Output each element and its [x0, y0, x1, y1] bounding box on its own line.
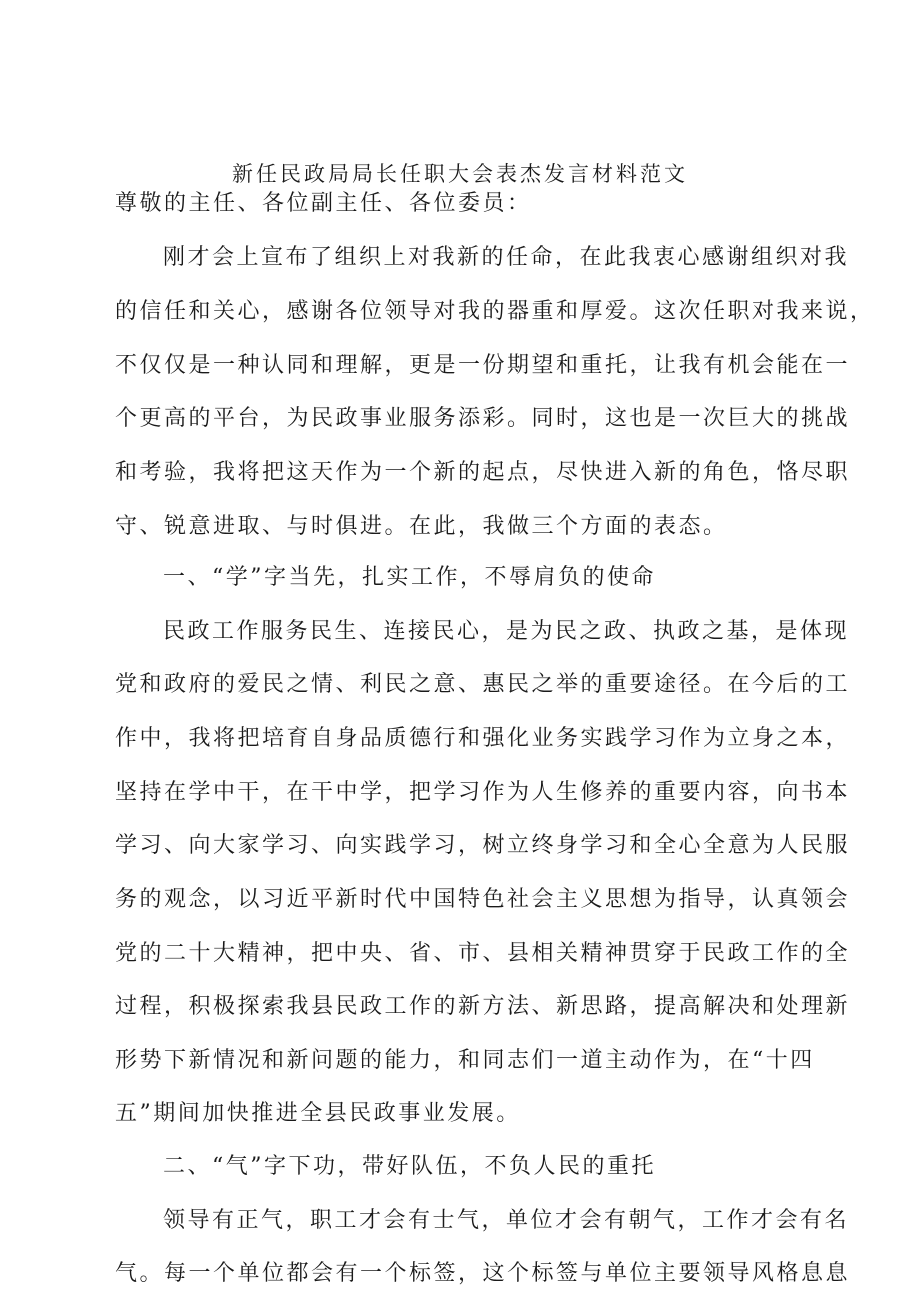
document-title: 新任民政局局长任职大会表杰发言材料范文 [232, 162, 688, 186]
paragraph-line: 气。每一个单位都会有一个标签，这个标签与单位主要领导风格息息 [115, 1261, 851, 1286]
paragraph-line: 的信任和关心，感谢各位领导对我的器重和厚爱。这次任职对我来说， [115, 299, 875, 324]
paragraph-line: 民政工作服务民生、连接民心，是为民之政、执政之基，是体现 [163, 619, 850, 644]
paragraph-line: 党和政府的爱民之情、利民之意、惠民之举的重要途径。在今后的工 [115, 672, 851, 697]
salutation: 尊敬的主任、各位副主任、各位委员： [115, 191, 532, 216]
paragraph-line: 领导有正气，职工才会有士气，单位才会有朝气，工作才会有名 [163, 1208, 850, 1233]
paragraph-line: 过程，积极探索我县民政工作的新方法、新思路，提高解决和处理新 [115, 994, 851, 1019]
paragraph-line: 务的观念，以习近平新时代中国特色社会主义思想为指导，认真领会 [115, 887, 851, 912]
paragraph-line: 个更高的平台，为民政事业服务添彩。同时，这也是一次巨大的挑战 [115, 406, 851, 431]
paragraph-line: 五”期间加快推进全县民政事业发展。 [115, 1101, 521, 1126]
section-heading-2: 二、“气”字下功，带好队伍，不负人民的重托 [163, 1154, 656, 1179]
paragraph-line: 形势下新情况和新问题的能力，和同志们一道主动作为，在“十四 [115, 1048, 815, 1073]
paragraph-line: 守、锐意进取、与时俱进。在此，我做三个方面的表态。 [115, 514, 728, 539]
section-heading-1: 一、“学”字当先，扎实工作，不辱肩负的使命 [163, 565, 656, 590]
paragraph-line: 作中，我将把培育自身品质德行和强化业务实践学习作为立身之本， [115, 726, 851, 751]
paragraph-line: 不仅仅是一种认同和理解，更是一份期望和重托，让我有机会能在一 [115, 353, 851, 378]
paragraph-line: 学习、向大家学习、向实践学习，树立终身学习和全心全意为人民服 [115, 833, 851, 858]
paragraph-line: 和考验，我将把这天作为一个新的起点，尽快进入新的角色，恪尽职 [115, 460, 851, 485]
paragraph-line: 刚才会上宣布了组织上对我新的任命，在此我衷心感谢组织对我 [163, 245, 850, 270]
paragraph-line: 党的二十大精神，把中央、省、市、县相关精神贯穿于民政工作的全 [115, 941, 851, 966]
paragraph-line: 坚持在学中干，在干中学，把学习作为人生修养的重要内容，向书本 [115, 780, 851, 805]
